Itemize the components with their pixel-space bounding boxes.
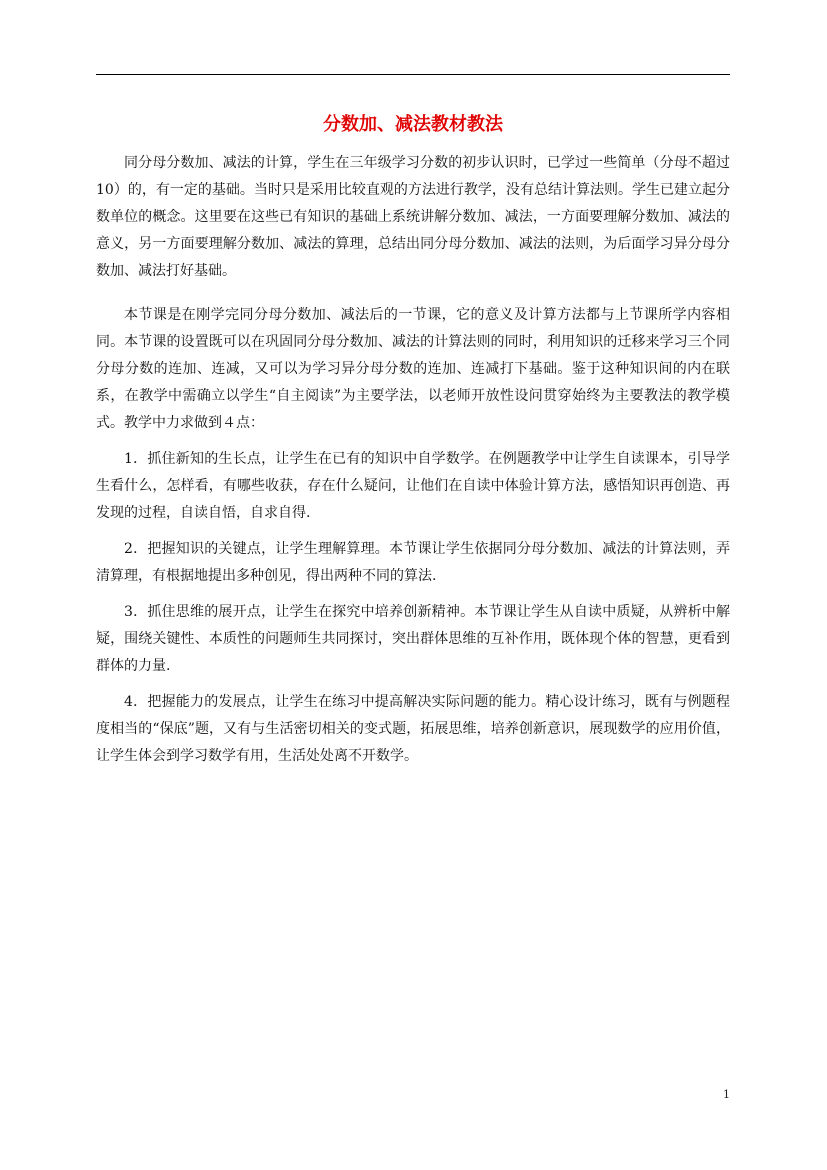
paragraph-point-3: 3．抓住思维的展开点，让学生在探究中培养创新精神。本节课让学生从自读中质疑，从辨析中解疑，围绕关键性、本质性的问题师生共同探讨，突出群体思维的互补作用，既体现个体的智慧，更看到群体的力量. — [96, 604, 730, 674]
paragraph-point-1: 1．抓住新知的生长点，让学生在已有的知识中自学数学。在例题教学中让学生自读课本，引导学生看什么，怎样看，有哪些收获，存在什么疑问，让他们在自读中体验计算方法，感悟知识再创造、再发现的过程，自读自悟，自求自得. — [96, 451, 730, 521]
document-title: 分数加、减法教材教法 — [323, 114, 503, 135]
paragraph-intro: 同分母分数加、减法的计算，学生在三年级学习分数的初步认识时，已学过一些简单（分母不超过10）的，有一定的基础。当时只是采用比较直观的方法进行教学，没有总结计算法则。学生已建立起分数单位的概念。这里要在这些已有知识的基础上系统讲解分数加、减法，一方面要理解分数加、减法的意义，另一方面要理解分数加、减法的算理，总结出同分母分数加、减法的法则，为后面学习异分母分数加、减法打好基础。 — [96, 155, 730, 279]
page-number: 1 — [723, 1088, 730, 1101]
header-rule — [96, 74, 730, 75]
paragraph-point-4: 4．把握能力的发展点，让学生在练习中提高解决实际问题的能力。精心设计练习，既有与例题程度相当的“保底”题，又有与生活密切相关的变式题，拓展思维，培养创新意识，展现数学的应用价值，让学生体会到学习数学有用，生活处处离不开数学。 — [96, 694, 730, 764]
paragraph-point-2: 2．把握知识的关键点，让学生理解算理。本节课让学生依据同分母分数加、减法的计算法则，弄清算理，有根据地提出多种创见，得出两种不同的算法. — [96, 541, 730, 584]
document-body — [96, 150, 730, 770]
paragraph-lesson-design: 本节课是在刚学完同分母分数加、减法后的一节课，它的意义及计算方法都与上节课所学内容相同。本节课的设置既可以在巩固同分母分数加、减法的计算法则的同时，利用知识的迁移来学习三个同分母分数的连加、连减，又可以为学习异分母分数的连加、连减打下基础。鉴于这种知识间的内在联系，在教学中需确立以学生“自主阅读”为主要学法，以老师开放性设问贯穿始终为主要教法的教学模式。教学中力求做到４点： — [96, 307, 730, 431]
